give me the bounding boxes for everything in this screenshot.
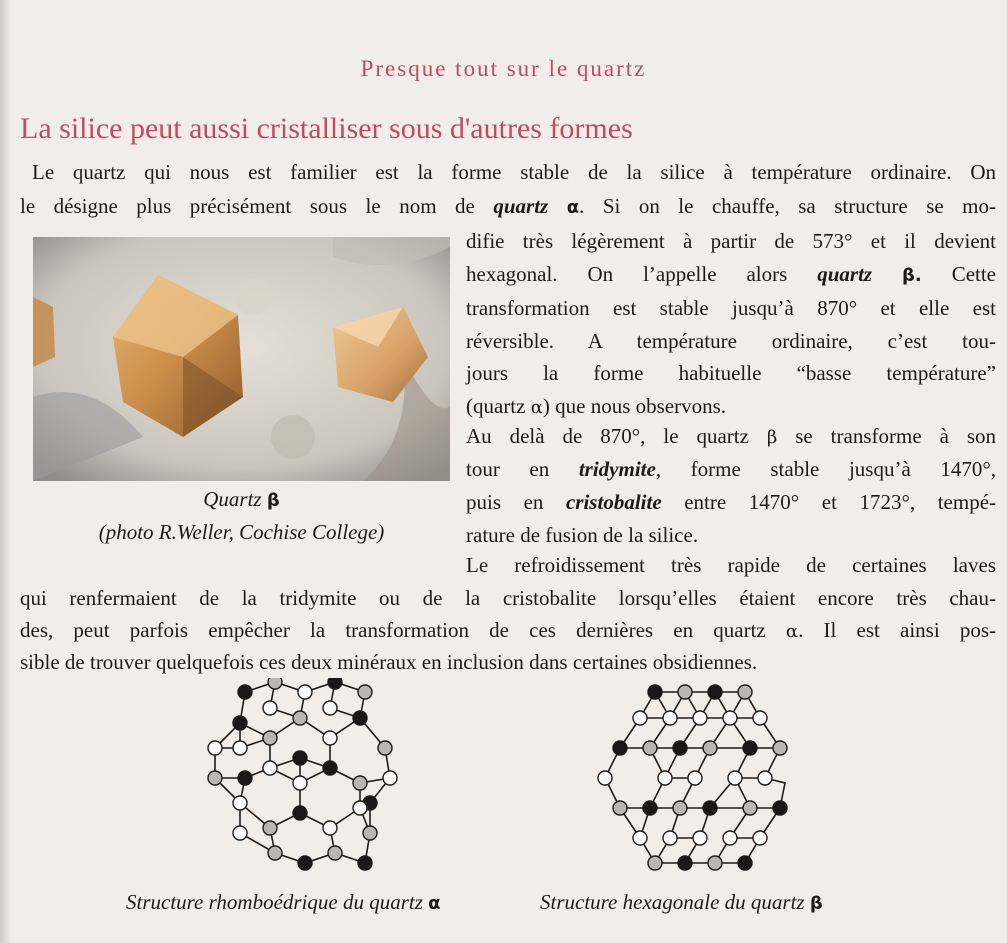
text-line: tour en tridymite, forme stable jusqu’à 1470°, xyxy=(466,457,997,481)
running-head: Presque tout sur le quartz xyxy=(360,56,647,81)
term-quartz-beta: quartz xyxy=(817,262,873,286)
text-line: Le quartz qui nous est familier est la forme stable de la silice à température ordinaire. On xyxy=(32,160,996,184)
term-cristobalite: cristobalite xyxy=(565,490,662,514)
text-line: hexagonal. On l’appelle alors quartz β. Cette xyxy=(466,262,997,286)
text-line: des, peut parfois empêcher la transformation de ces dernières en quartz α. Il est ainsi pos- xyxy=(20,618,997,642)
section-title: La silice peut aussi cristalliser sous d'autres formes xyxy=(20,112,633,145)
text-line: Au delà de 870°, le quartz β se transforme à son xyxy=(466,424,997,448)
text-line: qui renfermaient de la tridymite ou de la cristobalite lorsqu’elles étaient encore très chau- xyxy=(20,586,996,610)
term-tridymite: tridymite xyxy=(578,457,656,481)
text-line: rature de fusion de la silice. xyxy=(466,523,699,547)
text-line: difie très légèrement à partir de 573° et il devient xyxy=(466,229,996,253)
alpha-diagram-caption: Structure rhomboédrique du quartz α xyxy=(126,890,441,914)
text-line: (quartz α) que nous observons. xyxy=(466,394,727,418)
text-line: jours la forme habituelle “basse température” xyxy=(466,361,996,385)
text-line: transformation est stable jusqu’à 870° et elle est xyxy=(466,296,996,320)
text-line: sible de trouver quelquefois ces deux minéraux en inclusion dans certaines obsidiennes. xyxy=(20,650,758,674)
term-quartz-alpha: quartz xyxy=(493,194,549,218)
photo-caption-credit: (photo R.Weller, Cochise College) xyxy=(98,520,385,544)
photo-caption-title: Quartz β xyxy=(203,487,280,511)
text-line: le désigne plus précisément sous le nom de quartz α. Si on le chauffe, sa structure se mo- xyxy=(20,194,997,218)
beta-diagram-caption: Structure hexagonale du quartz β xyxy=(540,890,823,914)
text-line: puis en cristobalite entre 1470° et 1723°, tempé- xyxy=(466,490,997,514)
beta-quartz-structure-diagram xyxy=(590,678,810,883)
text-line: réversible. A température ordinaire, c’est tou- xyxy=(466,329,996,353)
alpha-quartz-structure-diagram xyxy=(200,678,420,883)
page-gutter-shadow xyxy=(0,0,12,943)
quartz-beta-photo xyxy=(33,237,450,481)
text-line: Le refroidissement très rapide de certaines laves xyxy=(466,553,996,577)
